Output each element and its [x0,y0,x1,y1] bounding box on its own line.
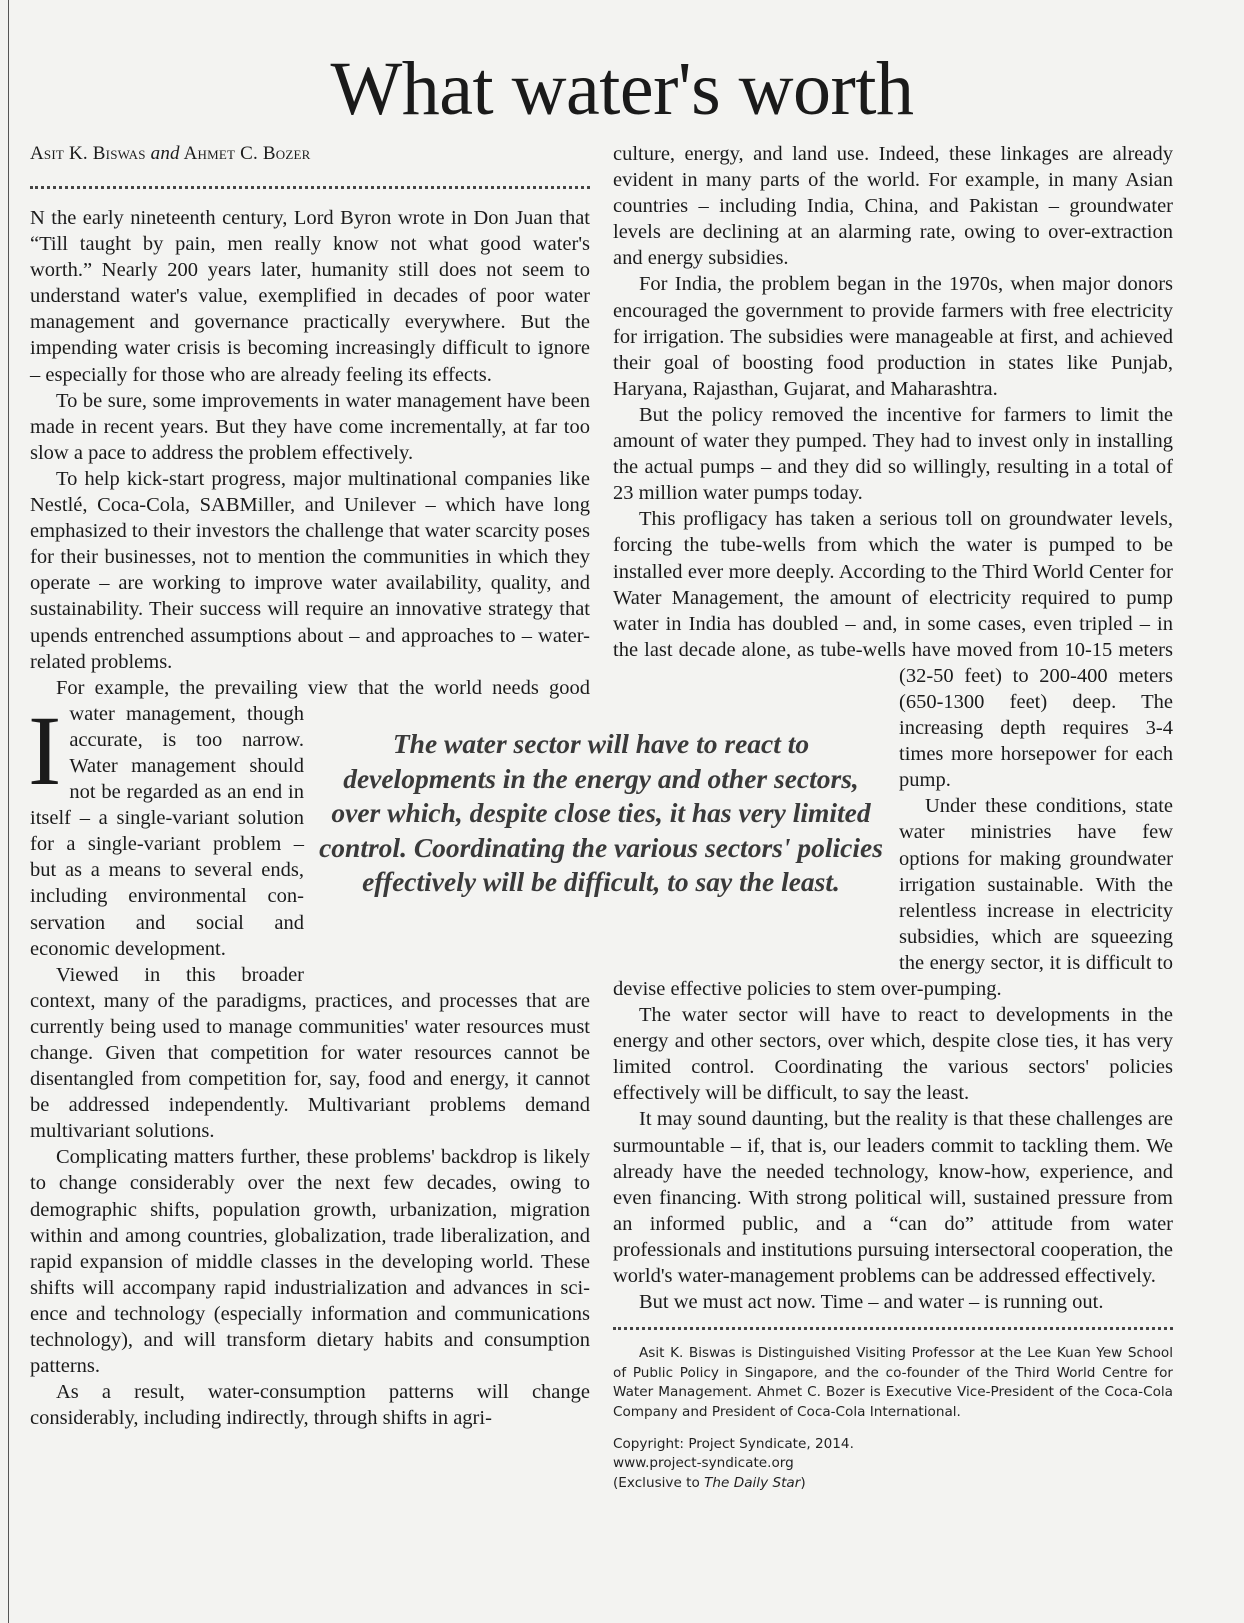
exclusive-prefix: (Exclusive to [613,1474,705,1491]
byline-divider [30,186,590,189]
drop-cap: I [28,695,62,806]
newspaper-name: The Daily Star [704,1474,801,1491]
article-paragraph: For India, the problem began in the 1970s, when major donors encouraged the government to provide farmers with free electricity for irrigation. The subsidies were manageable at first, and achieved their goal of boosting food production in states like Punjab, Haryana, Rajasthan, Gujarat, and Maharashtra. [613,273,1173,400]
article-paragraph: Viewed in this broader context, many of the paradigms, practices, and processes that are currently being used to manage communities' water resources must change. Given that competition for water resources cannot be disentangled from competition for, say, food and energy, it cannot be addressed independently. Multivariant problems demand multivariant solutions. [30,963,590,1143]
article-paragraph: The water sector will have to react to developments in the energy and other sectors, over which, despite close ties, it has very limited control. Coordinating the various sectors' policies effectively will be difficult, to say the least. [613,1004,1173,1105]
author-1: Asit K. Biswas [30,143,146,164]
article-paragraph: culture, energy, and land use. Indeed, these linkages are already evident in many parts of the world. For example, in many Asian countries – including India, China, and Pakistan – groundwater levels are declining at an alarming rate, owing to over-extraction and energy subsidies. [613,143,1173,270]
copyright-block [613,1435,1173,1494]
article-paragraph: As a result, water-consumption patterns will change considerably, including indirectly, through shifts in agri- [30,1381,590,1430]
article-title: What water's worth [330,47,914,131]
article-paragraph: To help kick-start progress, major multinational companies like Nestlé, Coca-Cola, SABMiller, and Unilever – which have long emphasized to their investors the challenge that water scarcity poses for their businesses, not to mention the communities in which they operate – are working to improve water availability, quality, and sustainability. Their success will require an innovative strategy that upends entrenched assumptions about – and approaches to – water-related problems. [30,467,590,673]
article-paragraph: For example, the prevailing view that the world needs good water management, though accurate, is too narrow. Water management should not be regarded as an end in itself – a single-variant solution for a single-variant problem – but as a means to several ends, including environmental conservation and social and economic development. [30,676,590,960]
byline [30,143,311,165]
exclusive-suffix: ) [800,1474,806,1491]
website-text: www.project-syndicate.org [613,1455,794,1472]
author-2: Ahmet C. Bozer [183,143,311,164]
article-paragraph: It may sound daunting, but the reality is that these challenges are surmountable – if, that is, our leaders commit to tackling them. We already have the needed technology, know-how, experience, and even financing. With strong political will, sustained pressure from an informed public, and a “can do” attitude from water professionals and institutions pursuing intersectoral cooperation, the world's water-management problems can be addressed effectively. [613,1108,1173,1288]
page-edge-line [8,0,9,1623]
article-paragraph: But the policy removed the incentive for farmers to limit the amount of water they pumped. They had to invest only in installing the actual pumps – and they did so willingly, resulting in a total of 23 million water pumps today. [613,403,1173,505]
exclusive-note [613,1474,1173,1494]
paragraph-text: N the early nineteenth century, Lord Byron wrote in Don Juan that “Till taught by pain, men really know not what good water's worth.” Nearly 200 years later, humanity still does not seem to understand water's value, exemplified in decades of poor water management and governance practically everywhere. But the impending water crisis is becoming increasingly difficult to ignore – especially for those who are already feeling its effects. [30,207,590,386]
copyright-text: Copyright: Project Syndicate, 2014. [613,1435,854,1452]
article-paragraph: But we must act now. Time – and water – is running out. [639,1291,1104,1314]
article-paragraph: This profligacy has taken a serious toll on groundwater levels, forcing the tube-wells from which the water is pumped to be installed ever more deeply. According to the Third World Center for Water Management, the amount of electricity required to pump water in India has doubled – and, in some cases, even tripled – in the last decade alone, as tube-wells have moved from 10-15 meters (32-50 feet) to 200-400 meters (650-1300 feet) deep. The increasing depth requires 3-4 times more horsepower for each pump. [613,508,1173,792]
bio-divider [613,1327,1173,1330]
byline-and: and [150,143,180,164]
article-paragraph: Complicating matters further, these problems' backdrop is likely to change considerably over the next few decades, owing to demographic shifts, population growth, urbanization, migration within and among countries, globalization, trade liberalization, and rapid expansion of middle classes in the developing world. These shifts will accompany rapid industrialization and advances in science and technology (especially information and communications technology), and will transform dietary habits and consumption patterns. [30,1146,590,1378]
author-bio: Asit K. Biswas is Distinguished Visiting Professor at the Lee Kuan Yew School of Public Policy in Singapore, and the co-founder of the Third World Centre for Water Management. Ahmet C. Bozer is Executive Vice-President of the Coca-Cola Company and President of Coca-Cola International. [613,1345,1173,1420]
pull-quote: The water sector will have to react to developments in the energy and other sectors, over which, despite close ties, it has very limited control. Coordinating the various sectors' policies effectively will be difficult, to say the least. [319,728,883,897]
article-paragraph: Under these conditions, state water ministries have few options for making groundwater irrigation sustainable. With the relentless increase in electricity subsidies, which are squeezing the energy sector, it is difficult to devise effective policies to stem over-pumping. [613,795,1173,1000]
article-paragraph: To be sure, some improvements in water management have been made in recent years. But they have come incrementally, at far too slow a pace to address the problem effectively. [30,389,590,464]
